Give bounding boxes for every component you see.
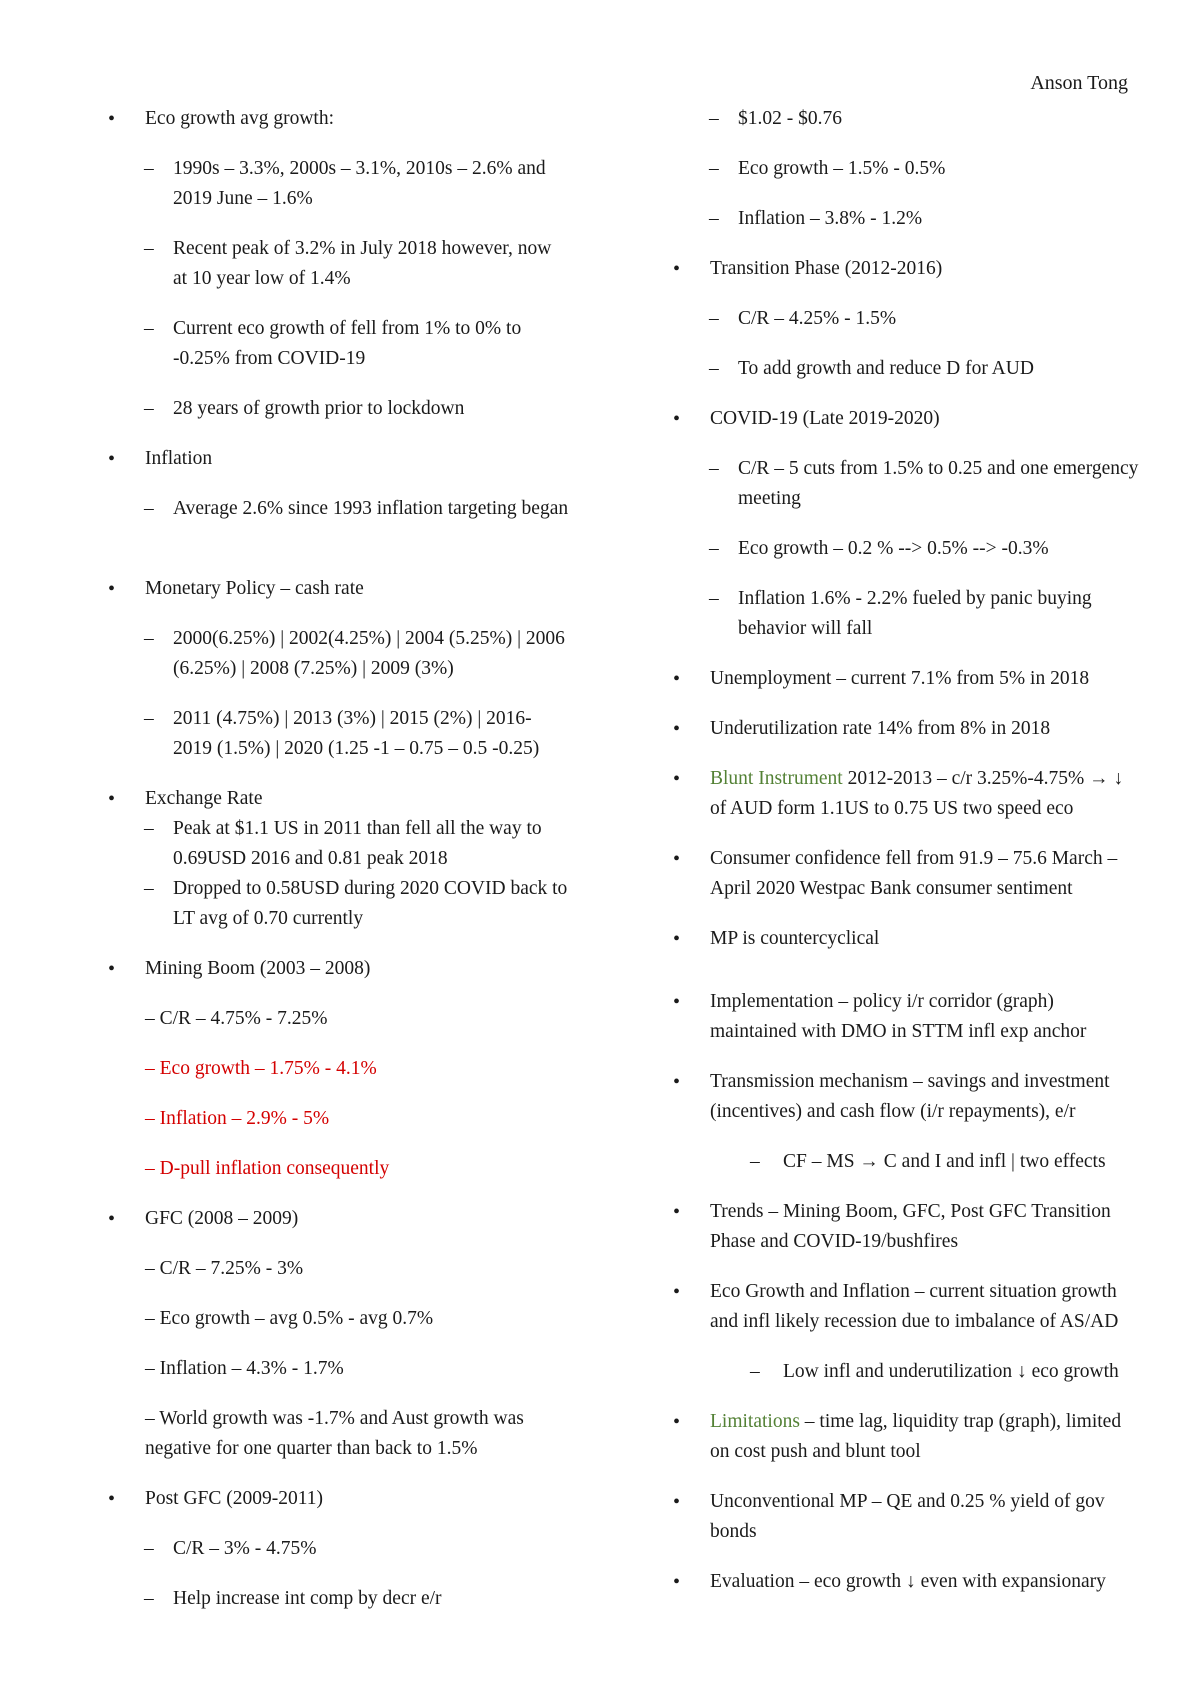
item-text: C/R – 3% - 4.75% — [173, 1538, 317, 1559]
item-text: – World growth was -1.7% and Aust growth was negative for one quarter than back to 1.5% — [145, 1408, 524, 1459]
sub-item — [665, 204, 1140, 234]
bullet-item — [665, 664, 1140, 694]
sub-item — [665, 354, 1140, 384]
sub-item — [100, 814, 570, 874]
sub-item — [665, 154, 1140, 184]
item-text: 28 years of growth prior to lockdown — [173, 398, 465, 419]
item-text: MP is countercyclical — [710, 928, 880, 949]
item-text: Unconventional MP – QE and 0.25 % yield of gov bonds — [710, 1491, 1105, 1542]
left-column — [100, 104, 570, 1614]
highlight-term: Limitations — [710, 1411, 800, 1432]
highlight-term: Blunt Instrument — [710, 768, 843, 789]
item-text: C/R – 5 cuts from 1.5% to 0.25 and one emergency meeting — [738, 458, 1139, 509]
item-text: Dropped to 0.58USD during 2020 COVID back to LT avg of 0.70 currently — [173, 878, 568, 929]
sub-item — [100, 234, 570, 294]
item-text: Recent peak of 3.2% in July 2018 however, now at 10 year low of 1.4% — [173, 238, 552, 289]
sub-item — [100, 1004, 570, 1034]
item-text: Inflation – 3.8% - 1.2% — [738, 208, 923, 229]
bullet-item — [665, 254, 1140, 284]
item-text: – C/R – 7.25% - 3% — [145, 1258, 304, 1279]
bullet-item — [100, 784, 570, 814]
bullet-item — [665, 844, 1140, 904]
sub-item — [665, 534, 1140, 564]
item-text: Low infl and underutilization ↓ eco growth — [783, 1361, 1119, 1382]
sub-item — [665, 104, 1140, 134]
item-text: – D-pull inflation consequently — [145, 1158, 390, 1179]
sub-item — [100, 704, 570, 764]
sub-item — [100, 624, 570, 684]
item-text: 2000(6.25%) | 2002(4.25%) | 2004 (5.25%) | 2006 (6.25%) | 2008 (7.25%) | 2009 (3%) — [173, 628, 565, 679]
sub-item — [100, 1534, 570, 1564]
sub-item — [665, 1357, 1140, 1387]
bullet-item — [665, 924, 1140, 954]
sub-item — [665, 454, 1140, 514]
item-text: – time lag, liquidity trap (graph), limited on cost push and blunt tool — [710, 1411, 1122, 1462]
sub-item — [100, 314, 570, 374]
bullet-item — [665, 1277, 1140, 1337]
sub-item — [100, 1154, 570, 1184]
bullet-item — [100, 104, 570, 134]
item-text: 2012-2013 – c/r 3.25%-4.75% → ↓ of AUD form 1.1US to 0.75 US two speed eco — [710, 768, 1124, 819]
item-text: Transmission mechanism – savings and investment (incentives) and cash flow (i/r repayments), e/r — [710, 1071, 1110, 1122]
item-text: GFC (2008 – 2009) — [145, 1208, 299, 1229]
item-text: Exchange Rate — [145, 788, 263, 809]
bullet-item — [665, 1407, 1140, 1467]
item-text: Implementation – policy i/r corridor (graph) maintained with DMO in STTM infl exp anchor — [710, 991, 1087, 1042]
item-text: – Inflation – 2.9% - 5% — [145, 1108, 330, 1129]
item-text: Underutilization rate 14% from 8% in 2018 — [710, 718, 1051, 739]
item-text: – Inflation – 4.3% - 1.7% — [145, 1358, 344, 1379]
sub-item — [100, 874, 570, 934]
bullet-item — [665, 1067, 1140, 1127]
item-text: Average 2.6% since 1993 inflation targeting began — [173, 498, 569, 519]
item-text: – C/R – 4.75% - 7.25% — [145, 1008, 328, 1029]
author-header: Anson Tong — [1030, 72, 1128, 94]
bullet-item — [100, 1484, 570, 1514]
item-text: Peak at $1.1 US in 2011 than fell all the way to 0.69USD 2016 and 0.81 peak 2018 — [173, 818, 542, 869]
item-text: Mining Boom (2003 – 2008) — [145, 958, 371, 979]
item-text: Help increase int comp by decr e/r — [173, 1588, 442, 1609]
bullet-item — [100, 574, 570, 604]
sub-item — [100, 1054, 570, 1084]
item-text: 2011 (4.75%) | 2013 (3%) | 2015 (2%) | 2016-2019 (1.5%) | 2020 (1.25 -1 – 0.75 – 0.5 -0.25) — [173, 708, 540, 759]
bullet-item — [100, 954, 570, 984]
item-text: Monetary Policy – cash rate — [145, 578, 364, 599]
sub-item — [100, 494, 570, 554]
item-text: C/R – 4.25% - 1.5% — [738, 308, 897, 329]
item-text: $1.02 - $0.76 — [738, 108, 842, 129]
item-text: – Eco growth – avg 0.5% - avg 0.7% — [145, 1308, 434, 1329]
sub-item — [665, 304, 1140, 334]
sub-item — [100, 1104, 570, 1134]
item-text: Evaluation – eco growth ↓ even with expansionary — [710, 1571, 1106, 1592]
sub-item — [100, 394, 570, 424]
item-text: 1990s – 3.3%, 2000s – 3.1%, 2010s – 2.6% and 2019 June – 1.6% — [173, 158, 546, 209]
item-text: Trends – Mining Boom, GFC, Post GFC Transition Phase and COVID-19/bushfires — [710, 1201, 1111, 1252]
item-text: Eco growth avg growth: — [145, 108, 335, 129]
bullet-item — [100, 444, 570, 474]
sub-item — [100, 1354, 570, 1384]
sub-item — [665, 584, 1140, 644]
item-text: Current eco growth of fell from 1% to 0% to -0.25% from COVID-19 — [173, 318, 522, 369]
sub-item — [665, 1147, 1140, 1177]
sub-item — [100, 1254, 570, 1284]
item-text: To add growth and reduce D for AUD — [738, 358, 1034, 379]
item-text: – Eco growth – 1.75% - 4.1% — [145, 1058, 377, 1079]
item-text: CF – MS → C and I and infl | two effects — [783, 1151, 1106, 1172]
item-text: Eco Growth and Inflation – current situation growth and infl likely recession due to imbalance of AS/AD — [710, 1281, 1119, 1332]
item-text: Consumer confidence fell from 91.9 – 75.6 March – April 2020 Westpac Bank consumer sentiment — [710, 848, 1118, 899]
bullet-item — [665, 1197, 1140, 1257]
bullet-item — [665, 764, 1140, 824]
item-text: Transition Phase (2012-2016) — [710, 258, 943, 279]
item-text: Inflation 1.6% - 2.2% fueled by panic buying behavior will fall — [738, 588, 1092, 639]
bullet-item — [665, 404, 1140, 434]
sub-item — [100, 154, 570, 214]
right-column — [665, 104, 1140, 1597]
item-text: COVID-19 (Late 2019-2020) — [710, 408, 940, 429]
item-text: Post GFC (2009-2011) — [145, 1488, 324, 1509]
item-text: Inflation — [145, 448, 213, 469]
bullet-item — [665, 987, 1140, 1047]
sub-item — [100, 1584, 570, 1614]
sub-item — [100, 1404, 570, 1464]
item-text: Unemployment – current 7.1% from 5% in 2018 — [710, 668, 1090, 689]
bullet-item — [665, 1567, 1140, 1597]
bullet-item — [665, 1487, 1140, 1547]
item-text: Eco growth – 0.2 % --> 0.5% --> -0.3% — [738, 538, 1049, 559]
bullet-item — [100, 1204, 570, 1234]
item-text: Eco growth – 1.5% - 0.5% — [738, 158, 946, 179]
bullet-item — [665, 714, 1140, 744]
sub-item — [100, 1304, 570, 1334]
